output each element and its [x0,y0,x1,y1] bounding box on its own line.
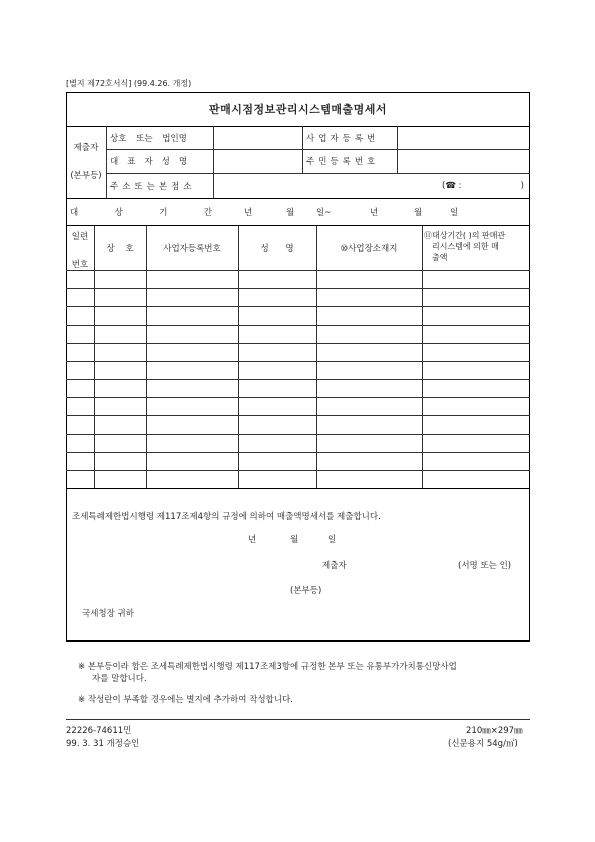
table-row[interactable] [67,435,528,452]
approval-date: 99. 3. 31 개정승인 [66,739,140,749]
paper-type: (신문용지 54g/㎡) [448,739,518,749]
resident-number-field[interactable] [400,150,526,172]
period-label: 대 상 기 간 [70,208,212,218]
note-1-line-1: ※ 본부등이라 함은 조세특례제한법시행령 제117조제3항에 규정한 본부 또는 유통부가가치통신망사업 [78,662,457,672]
submitter-label: 제출자 [73,143,99,153]
col-location: ⑩사업장소재지 [340,244,398,254]
date-day: 일 [328,535,337,545]
date-month: 월 [290,535,299,545]
form-reference: [별지 제72호서식] (99.4.26. 개정) [66,79,192,88]
table-row[interactable] [67,271,528,288]
paper-size: 210㎜×297㎜ [466,726,523,736]
representative-name-label: 대표자성명 [110,157,197,167]
table-row[interactable] [67,380,528,397]
note-2: ※ 작성란이 부족할 경우에는 별지에 추가하여 작성합니다. [78,695,293,705]
table-row[interactable] [67,362,528,379]
addressee: 국세청장 귀하 [82,609,134,619]
period-range: 년 월 일~ 년 월 일 [244,208,459,218]
declaration-statement: 조세특례제한법시행령 제117조제4항의 규정에 의하여 매출액명세서를 제출합니다. [72,512,381,522]
col-sales: ⑪대상기간( )의 판매관 리시스템에 의한 매 출액 [424,231,506,262]
representative-name-field[interactable] [216,150,300,172]
form-code: 22226-74611민 [66,726,132,736]
table-row[interactable] [67,326,528,343]
note-1-line-2: 자를 말합니다. [92,674,147,684]
col-biz-number: 사업자등록번호 [163,244,221,254]
phone-field[interactable] [442,174,524,197]
form-title: 판매시점정보관리시스템매출명세서 [208,103,387,116]
biz-reg-number-field[interactable] [400,127,526,148]
address-label: 주소또는본점소 [110,181,196,192]
branch-label: (본부등) [290,586,322,596]
phone-label: (☎ : [442,180,462,191]
trade-name-label: 상호 또는 법인명 [110,133,187,144]
col-trade-name: 상 호 [106,244,134,254]
signature-label[interactable]: (서명 또는 인) [458,561,512,571]
trade-name-field[interactable] [216,127,300,148]
table-row[interactable] [67,416,528,433]
phone-close: ) [520,180,524,191]
address-field[interactable] [216,174,436,197]
col-serial-2: 번호 [71,260,89,270]
table-row[interactable] [67,398,528,415]
table-row[interactable] [67,344,528,361]
table-row[interactable] [67,471,528,488]
table-row[interactable] [67,453,528,470]
date-year: 년 [248,535,257,545]
table-row[interactable] [67,289,528,306]
biz-reg-number-label: 사업자등록번 [306,133,380,144]
resident-number-label: 주민등록번호 [306,157,380,167]
table-row[interactable] [67,307,528,324]
col-name: 성 명 [260,244,294,254]
declaration-submitter: 제출자 [322,561,347,571]
submitter-sublabel: (본부등) [70,171,102,181]
col-serial-1: 일련 [71,232,89,242]
